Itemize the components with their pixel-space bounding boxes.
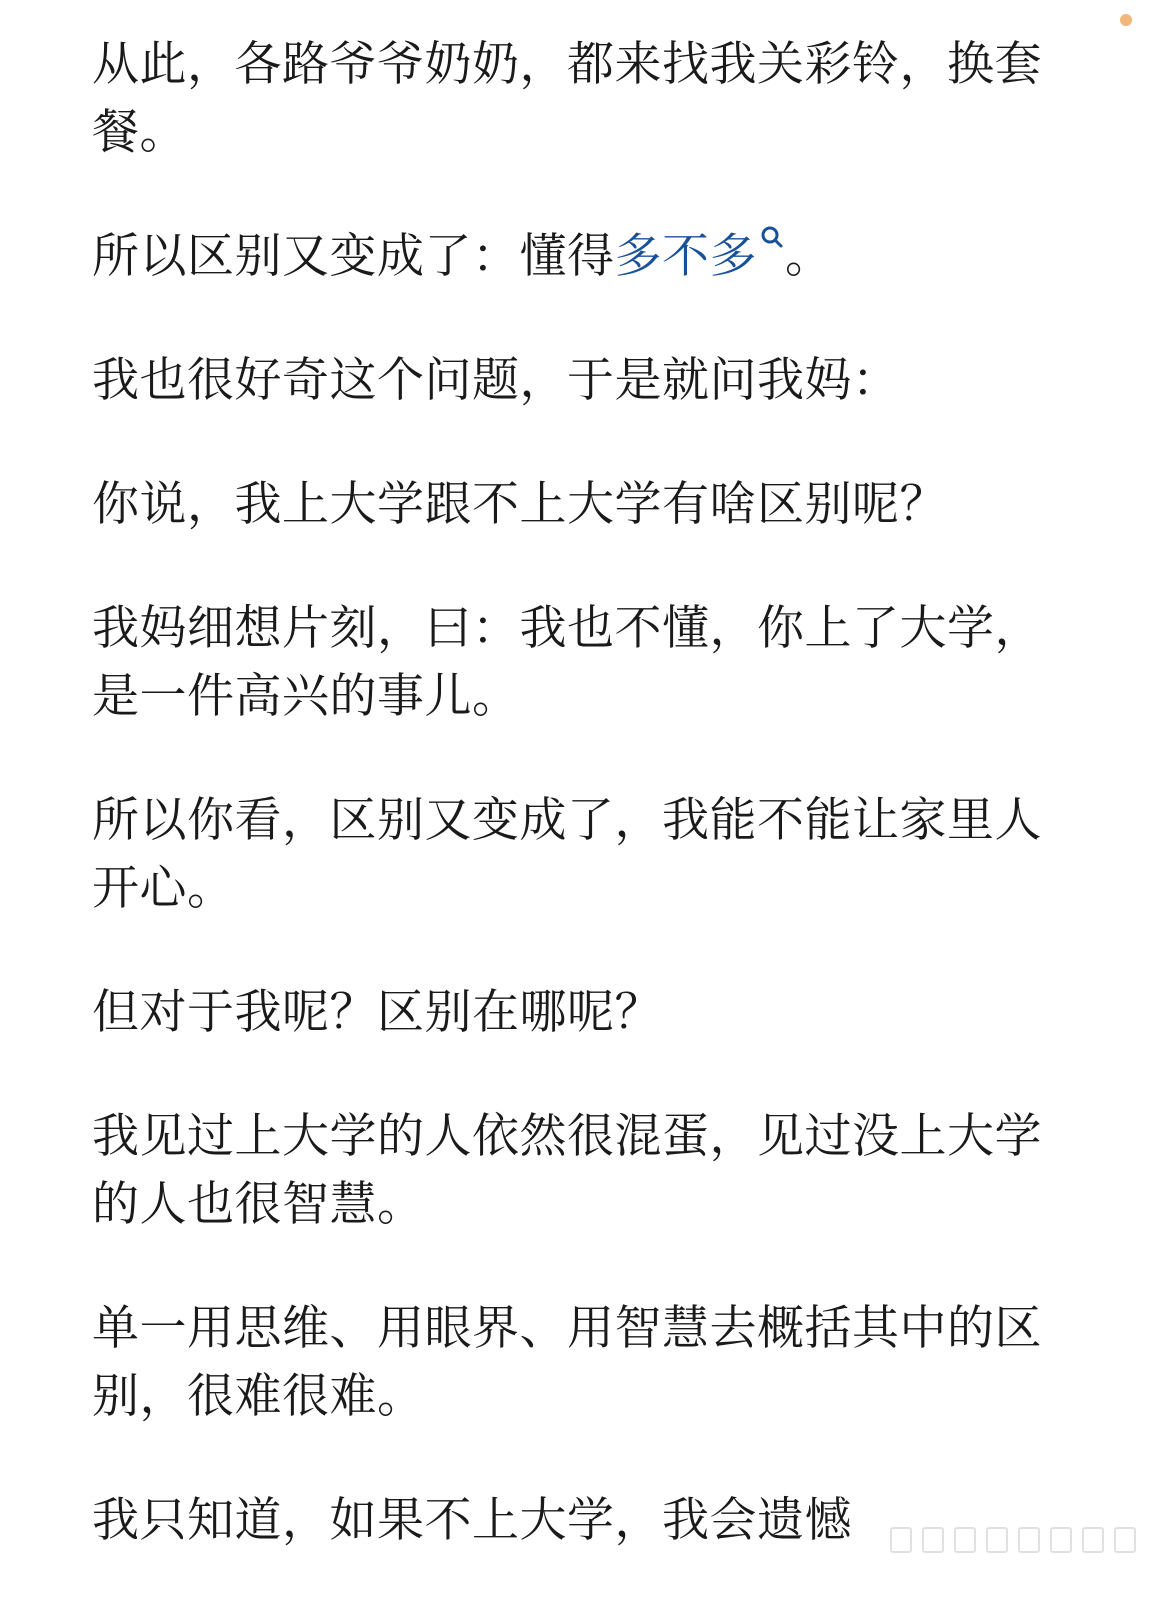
scroll-indicator (1120, 14, 1132, 26)
paragraph-2 (92, 223, 1077, 291)
paragraph-6: 所以你看，区别又变成了，我能不能让家里人开心。 (92, 793, 1042, 916)
keyword-search-label[interactable]: 多不多 (614, 229, 757, 284)
paragraph-9: 单一用思维、用眼界、用智慧去概括其中的区别，很难很难。 (92, 1301, 1042, 1424)
watermark-icon (890, 1527, 1136, 1553)
paragraph-1: 从此，各路爷爷奶奶，都来找我关彩铃，换套餐。 (92, 37, 1042, 160)
paragraph-2-end: 。 (785, 229, 833, 284)
search-icon[interactable] (759, 224, 785, 250)
paragraph-8: 我见过上大学的人依然很混蛋，见过没上大学的人也很智慧。 (92, 1109, 1042, 1232)
keyword-search-link[interactable] (615, 229, 786, 284)
paragraph-5: 我妈细想片刻，曰：我也不懂，你上了大学，是一件高兴的事儿。 (92, 601, 1042, 724)
paragraph-10: 我只知道，如果不上大学，我会遗憾 (92, 1493, 852, 1548)
paragraph-2-text: 所以区别又变成了：懂得 (92, 229, 615, 284)
paragraph-3: 我也很好奇这个问题，于是就问我妈： (92, 353, 900, 408)
article-body (92, 0, 1077, 1611)
paragraph-7: 但对于我呢？区别在哪呢？ (92, 985, 662, 1040)
paragraph-4: 你说，我上大学跟不上大学有啥区别呢？ (92, 477, 947, 532)
